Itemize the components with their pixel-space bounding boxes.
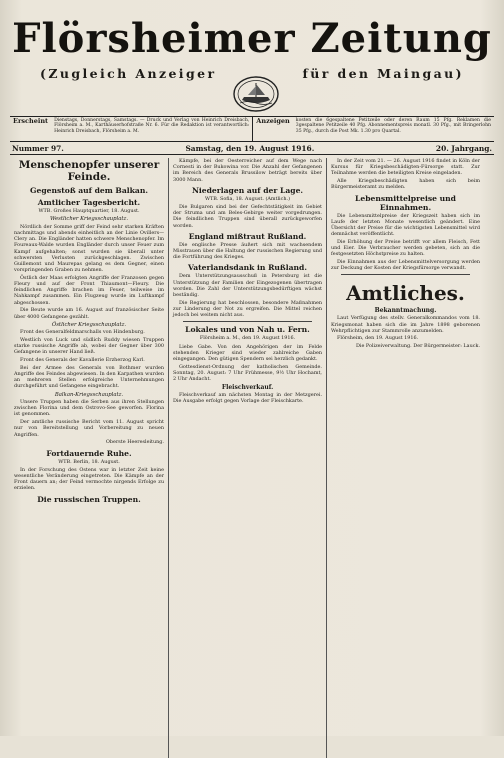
subtitle-left: (Zugleich Anzeiger: [40, 66, 217, 81]
town-crest-icon: [231, 74, 281, 114]
paragraph: Unsere Truppen haben die Serben aus ihren Stellungen zwischen Florina und dem Ostrovo-See geworfen. Florina ist genommen.: [14, 399, 164, 418]
dateline: WTB. Berlin, 18. August.: [58, 458, 120, 465]
headline-balkan: Gegenstoß auf dem Balkan.: [30, 186, 148, 195]
paragraph: Front des Generals der Kavallerie Erzherzog Karl.: [20, 357, 145, 364]
headline-thanks: Vaterlandsdank in Rußland.: [188, 263, 307, 273]
masthead: [10, 16, 494, 116]
publication-info-bar: [10, 116, 494, 142]
info-text-ads: kosten die 6gespaltene Petitzeile oder deren Raum 15 Pfg. Reklamen die 3gespaltene Petitzeile 40 Pfg. Abonnementspreis monatl. 30 Pfg., mit Bringerlohn 35 Pfg., durch die Post Mk. 1.30 pro Quartal.: [295, 118, 492, 134]
headline-prices: Lebensmittelpreise und Einnahmen.: [355, 193, 456, 212]
paragraph: Die Lebensmittelpreise der Kriegszeit haben sich im Laufe der letzten Monate wesentlich geändert. Eine Übersicht der Preise für die wichtigsten Lebensmittel wird demnächst veröffentlicht.: [331, 212, 480, 238]
paragraph: Front des Generalfeldmarschalls von Hindenburg.: [20, 329, 145, 336]
headline-calm: Fortdauernde Ruhe.: [46, 448, 132, 458]
signature: Oberste Heeresleitung.: [105, 439, 164, 446]
issue-date-bar: [10, 142, 494, 155]
paragraph: Dem Unterstützungsausschuß in Petersburg ist die Unterstützung der Familien der Eingezogenen übertragen worden. Die Zahl der Unterstützungsbedürftigen wächst beständig.: [173, 273, 322, 299]
headline-local: Lokales und von Nah u. Fern.: [185, 325, 310, 335]
paragraph: Nördlich der Somme griff der Feind sehr starken Kräften nachmittags und abends einheitlich an der Linie Ovillers—Clery an. Die Engländer hatten schwere Menschenopfer. Im Foureaux-Walde wurden Engländer durch unser Feuer zum Kampf aufgehalten; sonst wurden sie überall unter schwersten Verlusten zurückgeschlagen. Zwischen Guillemont und Maurepas gelang es dem Gegner, einen vorspringenden Graben zu nehmen.: [14, 223, 164, 274]
paragraph: Östlich der Maas erfolgten Angriffe der Franzosen gegen Fleury und auf der Front Thiaumont—Fleury. Die feindlichen Angriffe brachen im Feuer, teilweise im Nahkampf zusammen. Ein Flugzeug wurde im Luftkampf abgeschossen.: [14, 274, 164, 306]
column-3: [326, 158, 484, 758]
paragraph: Gottesdienst-Ordnung der katholischen Gemeinde. Sonntag, 20. August: 7 Uhr Frühmesse, 9½ Uhr Hochamt, 2 Uhr Andacht.: [173, 363, 322, 383]
headline-main: Menschenopfer unserer Feinde.: [18, 159, 160, 183]
paragraph: Kämpfe, bei der Oesterreicher auf dem Wege nach Cornesti in der Bukowina vor. Die Anzahl der Gefangenen im Bereich des Generals Brussilow beträgt bereits über 3000 Mann.: [173, 158, 322, 183]
paragraph: Bei der Armee des Generals von Bothmer wurden Angriffe des Feindes abgewiesen. In den Karpathen wurden an mehreren Stellen erfolgreiche Unternehmungen durchgeführt und Gefangene eingebracht.: [14, 364, 164, 390]
section-balkan: Balkan-Kriegsschauplatz.: [54, 391, 124, 398]
headline-england: England mißtraut Rußland.: [188, 231, 307, 241]
paragraph: Die englische Presse äußert sich mit wachsendem Misstrauen über die Haltung der russischen Regierung und die Fortführung des Krieges.: [173, 241, 322, 261]
info-label-ads: Anzeigen: [256, 117, 290, 125]
section-west: Westlicher Kriegsschauplatz.: [49, 216, 129, 223]
paragraph: Laut Verfügung des stellv. Generalkommandos vom 18. Kriegsmonat haben sich die im Jahre 1898 geborenen Wehrpflichtigen zur Stammrolle anzumelden.: [331, 315, 480, 334]
paragraph: Alle Kriegsbeschädigten haben sich beim Bürgermeisteramt zu melden.: [331, 178, 480, 191]
issue-number: Nummer 97.: [12, 143, 64, 153]
headline-report: Amtlicher Tagesbericht.: [37, 198, 141, 207]
dateline: WTB. Großes Hauptquartier, 18. August.: [38, 208, 140, 214]
paragraph: In der Zeit vom 21. — 26. August 1916 findet in Köln der Kursus für Kriegsbeschädigten-Fürsorge statt. Zur Teilnahme werden die beteiligten Kreise eingeladen.: [331, 158, 480, 177]
paragraph: In der Forschung des Ostens war in letzter Zeit keine wesentliche Veränderung eingetreten. Die Kämpfe an der Front dauern an; der Feind vermochte nirgends Erfolge zu erzielen.: [14, 466, 164, 492]
paragraph: Die Einnahmen aus der Lebensmittelversorgung werden zur Deckung der Kosten der Kriegsfürsorge verwandt.: [331, 258, 480, 272]
issue-date: Samstag, den 19. August 1916.: [185, 143, 315, 153]
article-columns: [10, 158, 494, 758]
signature: Die Polizeiverwaltung. Der Bürgermeister: Lauck.: [355, 343, 480, 350]
paragraph: Die Bulgaren sind bei der Gefechtstätigkeit im Gebiet der Struma und am Beles-Gebirge weiter vorgedrungen. Die feindlichen Truppen sind überall zurückgeworfen worden.: [173, 204, 322, 229]
info-text-publishing: Dienstags, Donnerstags, Samstags. — Druck und Verlag von Heinrich Dreisbach, Flörsheim a. M., Karthäuserhofstraße Nr. 6. Für die Redaktion ist verantwortlich: Heinrich Dreisbach, Flörsheim a. M.: [54, 118, 250, 134]
info-label-publishing: Erscheint: [13, 117, 49, 125]
paragraph: Der amtliche russische Bericht vom 11. August spricht nur von Bereitstellung und Vorbereitung zu neuen Angriffen.: [14, 419, 164, 438]
headline-defeats: Niederlagen auf der Lage.: [191, 185, 304, 195]
paragraph: Liebe Gabe. Von den Angehörigen der im Felde stehenden Krieger sind wieder zahlreiche Gaben eingegangen. Den gütigen Spendern sei herzlich gedankt.: [173, 343, 322, 362]
section-east: Östlicher Kriegsschauplatz.: [51, 321, 127, 328]
headline-russian-troops: Die russischen Truppen.: [37, 494, 141, 504]
paragraph: Die Beute wurde am 16. August auf französischer Seite über 4000 Gefangene gezählt.: [14, 307, 164, 320]
headline-official: Amtliches.: [346, 281, 465, 306]
headline-announcement: Bekanntmachung.: [374, 307, 437, 315]
dateline: WTB. Sofia, 18. August. (Amtlich.): [205, 195, 290, 202]
issue-year: 20. Jahrgang.: [435, 143, 492, 153]
paragraph: Westlich von Luck und südlich Ruddy wiesen Truppen starke russische Angriffe ab, wobei der Gegner über 300 Gefangene in unserer Hand ließ.: [14, 336, 164, 356]
paragraph: Die Erhöhung der Preise betrifft vor allem Fleisch, Fett und Eier. Die Verbraucher werden gebeten, sich an die festgesetzten Höchstpreise zu halten.: [331, 238, 480, 258]
newspaper-title: Flörsheimer Zeitung: [12, 15, 492, 62]
column-1: [10, 158, 168, 758]
column-2: [168, 158, 326, 758]
divider: [341, 274, 470, 275]
dateline: Flörsheim a. M., den 19. August 1916.: [199, 335, 296, 342]
divider: [183, 321, 312, 322]
paragraph: Die Regierung hat beschlossen, besondere Maßnahmen zur Linderung der Not zu ergreifen. Die Mittel reichen jedoch bei weitem nicht aus.: [173, 299, 322, 319]
paragraph: Flörsheim, den 19. August 1916.: [337, 335, 419, 342]
headline-meat: Fleischverkauf.: [221, 383, 274, 391]
paragraph: Fleischverkauf am nächsten Montag in der Metzgerei. Die Ausgabe erfolgt gegen Vorlage der Fleischkarte.: [173, 391, 322, 404]
subtitle-right: für den Maingau): [302, 66, 464, 81]
